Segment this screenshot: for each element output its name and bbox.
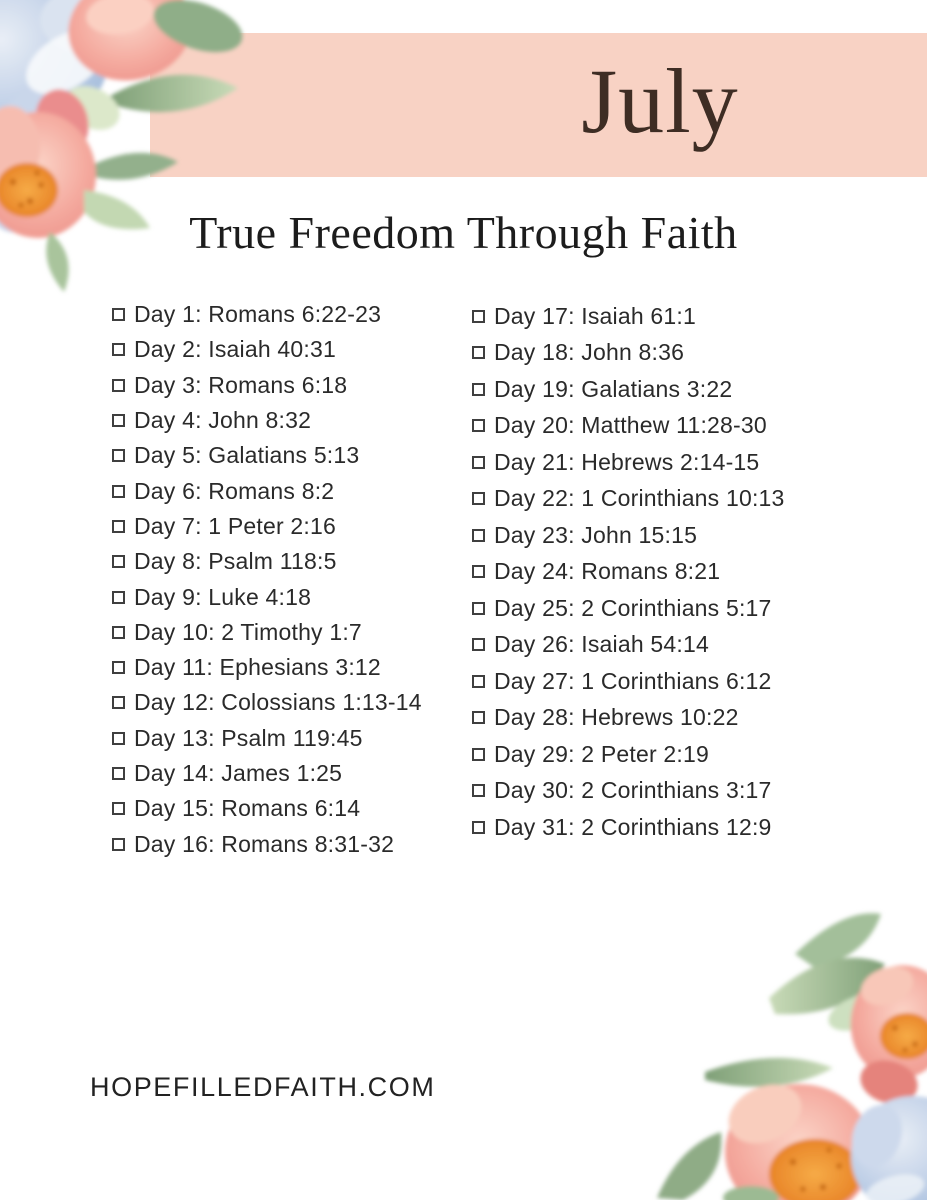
day-checkbox-icon[interactable] bbox=[472, 565, 485, 578]
day-checkbox-icon[interactable] bbox=[472, 675, 485, 688]
checklist-item bbox=[112, 791, 422, 826]
checklist-item bbox=[112, 403, 422, 438]
day-label: Day 14: James 1:25 bbox=[134, 760, 343, 786]
checklist-right-column bbox=[472, 298, 785, 846]
day-label: Day 20: Matthew 11:28-30 bbox=[494, 412, 767, 439]
day-checkbox-icon[interactable] bbox=[112, 414, 125, 427]
day-checkbox-icon[interactable] bbox=[112, 485, 125, 498]
day-checkbox-icon[interactable] bbox=[112, 555, 125, 568]
day-label: Day 17: Isaiah 61:1 bbox=[494, 302, 696, 329]
day-label: Day 4: John 8:32 bbox=[134, 407, 312, 434]
day-label: Day 28: Hebrews 10:22 bbox=[494, 704, 739, 731]
day-label: Day 21: Hebrews 2:14-15 bbox=[494, 448, 760, 475]
checklist-item bbox=[112, 544, 422, 579]
checklist-item bbox=[472, 700, 785, 737]
day-checkbox-icon[interactable] bbox=[112, 732, 125, 745]
day-label: Day 16: Romans 8:31-32 bbox=[134, 830, 395, 857]
checklist-item bbox=[112, 297, 422, 332]
day-checkbox-icon[interactable] bbox=[472, 383, 485, 396]
day-label: Day 23: John 15:15 bbox=[494, 521, 698, 548]
day-label: Day 9: Luke 4:18 bbox=[134, 583, 312, 610]
day-checkbox-icon[interactable] bbox=[112, 838, 125, 851]
checklist-item bbox=[472, 627, 785, 664]
checklist-item bbox=[112, 509, 422, 544]
day-label: Day 15: Romans 6:14 bbox=[134, 795, 361, 822]
checklist-item bbox=[472, 481, 785, 518]
day-label: Day 8: Psalm 118:5 bbox=[134, 548, 337, 575]
checklist-item bbox=[112, 368, 422, 403]
checklist-item bbox=[472, 371, 785, 408]
checklist-item bbox=[472, 335, 785, 372]
checklist-item bbox=[112, 473, 422, 508]
day-checkbox-icon[interactable] bbox=[112, 661, 125, 674]
checklist-item bbox=[472, 444, 785, 481]
day-label: Day 7: 1 Peter 2:16 bbox=[134, 512, 336, 539]
day-label: Day 11: Ephesians 3:12 bbox=[134, 654, 381, 681]
day-checkbox-icon[interactable] bbox=[112, 696, 125, 709]
month-title: July bbox=[581, 49, 739, 152]
checklist-item bbox=[472, 773, 785, 810]
day-label: Day 13: Psalm 119:45 bbox=[134, 724, 363, 751]
day-label: Day 12: Colossians 1:13-14 bbox=[134, 689, 422, 716]
day-checkbox-icon[interactable] bbox=[472, 821, 485, 834]
checklist-item bbox=[472, 663, 785, 700]
day-checkbox-icon[interactable] bbox=[472, 529, 485, 542]
checklist-item bbox=[472, 517, 785, 554]
day-label: Day 19: Galatians 3:22 bbox=[494, 375, 733, 402]
checklist-item bbox=[472, 809, 785, 846]
day-label: Day 2: Isaiah 40:31 bbox=[134, 336, 336, 363]
day-label: Day 5: Galatians 5:13 bbox=[134, 442, 360, 469]
day-checkbox-icon[interactable] bbox=[112, 591, 125, 604]
checklist-item bbox=[112, 721, 422, 756]
day-checkbox-icon[interactable] bbox=[472, 346, 485, 359]
day-checkbox-icon[interactable] bbox=[472, 492, 485, 505]
day-checkbox-icon[interactable] bbox=[472, 784, 485, 797]
checklist-item bbox=[472, 408, 785, 445]
day-checkbox-icon[interactable] bbox=[112, 308, 125, 321]
month-banner bbox=[150, 33, 927, 177]
day-label: Day 1: Romans 6:22-23 bbox=[134, 301, 382, 328]
checklist-item bbox=[472, 590, 785, 627]
day-label: Day 10: 2 Timothy 1:7 bbox=[134, 618, 362, 645]
day-checkbox-icon[interactable] bbox=[472, 602, 485, 615]
checklist-left-column bbox=[112, 297, 422, 862]
day-checkbox-icon[interactable] bbox=[112, 449, 125, 462]
day-checkbox-icon[interactable] bbox=[112, 520, 125, 533]
day-checkbox-icon[interactable] bbox=[112, 767, 125, 780]
day-checkbox-icon[interactable] bbox=[112, 379, 125, 392]
plan-title: True Freedom Through Faith bbox=[189, 207, 738, 258]
day-label: Day 29: 2 Peter 2:19 bbox=[494, 740, 709, 767]
day-label: Day 18: John 8:36 bbox=[494, 339, 685, 366]
checklist-item bbox=[112, 579, 422, 614]
day-label: Day 6: Romans 8:2 bbox=[134, 477, 335, 504]
checklist-item bbox=[112, 756, 422, 791]
day-checkbox-icon[interactable] bbox=[472, 638, 485, 651]
checklist-item bbox=[472, 554, 785, 591]
day-label: Day 3: Romans 6:18 bbox=[134, 371, 348, 398]
day-label: Day 31: 2 Corinthians 12:9 bbox=[494, 813, 772, 840]
checklist-item bbox=[112, 650, 422, 685]
day-label: Day 30: 2 Corinthians 3:17 bbox=[494, 777, 772, 804]
website-url: HOPEFILLEDFAITH.COM bbox=[90, 1072, 436, 1102]
day-checkbox-icon[interactable] bbox=[472, 419, 485, 432]
checklist-item bbox=[112, 438, 422, 473]
day-checkbox-icon[interactable] bbox=[472, 748, 485, 761]
checklist-item bbox=[472, 298, 785, 335]
day-checkbox-icon[interactable] bbox=[472, 310, 485, 323]
day-checkbox-icon[interactable] bbox=[472, 711, 485, 724]
day-checkbox-icon[interactable] bbox=[112, 343, 125, 356]
day-checkbox-icon[interactable] bbox=[472, 456, 485, 469]
day-checkbox-icon[interactable] bbox=[112, 626, 125, 639]
day-label: Day 25: 2 Corinthians 5:17 bbox=[494, 594, 772, 621]
day-label: Day 24: Romans 8:21 bbox=[494, 558, 721, 585]
watercolor-flowers-icon bbox=[627, 900, 927, 1200]
checklist-item bbox=[112, 685, 422, 720]
day-checkbox-icon[interactable] bbox=[112, 802, 125, 815]
day-label: Day 22: 1 Corinthians 10:13 bbox=[494, 485, 785, 512]
checklist-item bbox=[472, 736, 785, 773]
day-label: Day 26: Isaiah 54:14 bbox=[494, 631, 709, 658]
day-label: Day 27: 1 Corinthians 6:12 bbox=[494, 667, 772, 694]
checklist-item bbox=[112, 332, 422, 367]
checklist-item bbox=[112, 826, 422, 861]
checklist-item bbox=[112, 615, 422, 650]
